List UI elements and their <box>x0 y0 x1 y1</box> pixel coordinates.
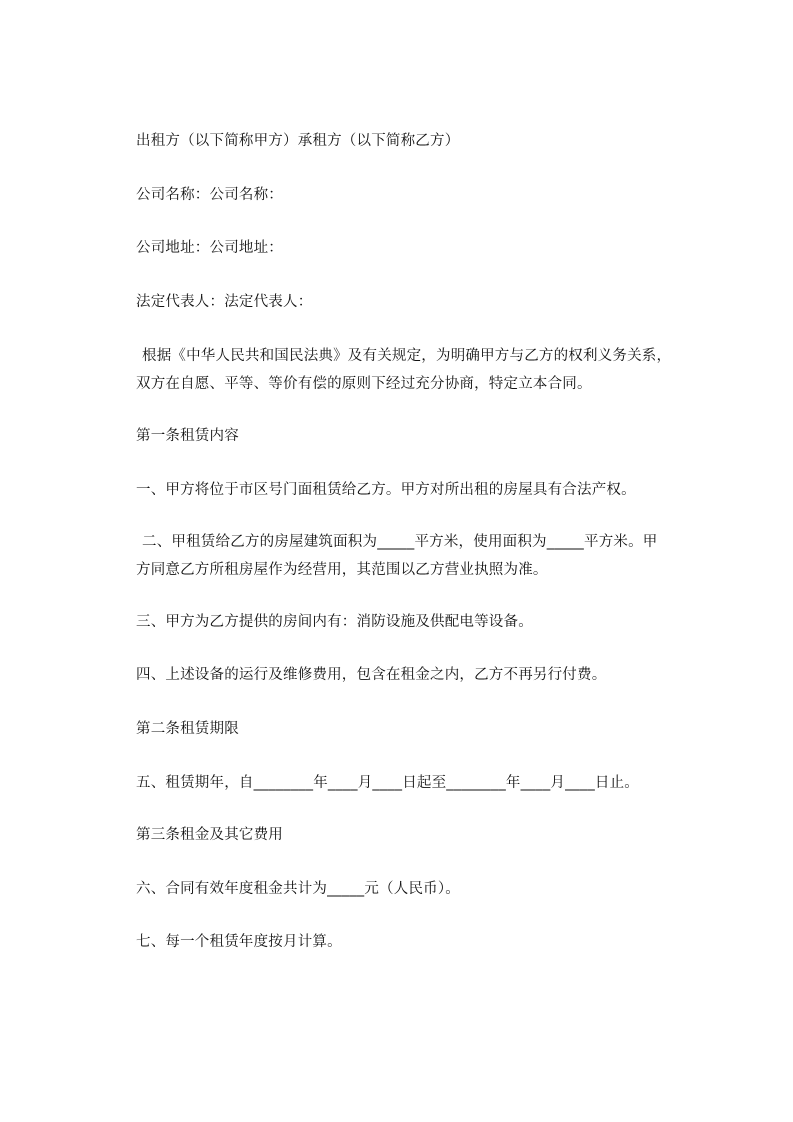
article-1-heading: 第一条租赁内容 <box>136 428 239 444</box>
clause-6: 六、合同有效年度租金共计为_____元（人民币）。 <box>136 881 460 897</box>
clause-2-line-1: 二、甲租赁给乙方的房屋建筑面积为_____平方米，使用面积为_____平方米。甲 <box>142 534 658 550</box>
parties-heading: 出租方（以下简称甲方）承租方（以下简称乙方） <box>136 133 460 149</box>
legal-representative-line: 法定代表人：法定代表人： <box>136 294 313 310</box>
clause-7: 七、每一个租赁年度按月计算。 <box>136 934 342 950</box>
clause-2-line-2: 方同意乙方所租房屋作为经营用，其范围以乙方营业执照为准。 <box>136 562 548 578</box>
preamble-line-2: 双方在自愿、平等、等价有偿的原则下经过充分协商，特定立本合同。 <box>136 376 592 392</box>
preamble-line-1: 根据《中华人民共和国民法典》及有关规定，为明确甲方与乙方的权利义务关系， <box>142 348 672 364</box>
company-name-line: 公司名称：公司名称： <box>136 187 283 203</box>
article-3-heading: 第三条租金及其它费用 <box>136 827 283 843</box>
clause-3: 三、甲方为乙方提供的房间内有：消防设施及供配电等设备。 <box>136 614 533 630</box>
company-address-line: 公司地址：公司地址： <box>136 240 283 256</box>
clause-4: 四、上述设备的运行及维修费用，包含在租金之内，乙方不再另行付费。 <box>136 667 607 683</box>
clause-5: 五、租赁期年，自________年____月____日起至________年____月____日止。 <box>136 775 639 791</box>
article-2-heading: 第二条租赁期限 <box>136 721 239 737</box>
clause-1: 一、甲方将位于市区号门面租赁给乙方。甲方对所出租的房屋具有合法产权。 <box>136 482 636 498</box>
